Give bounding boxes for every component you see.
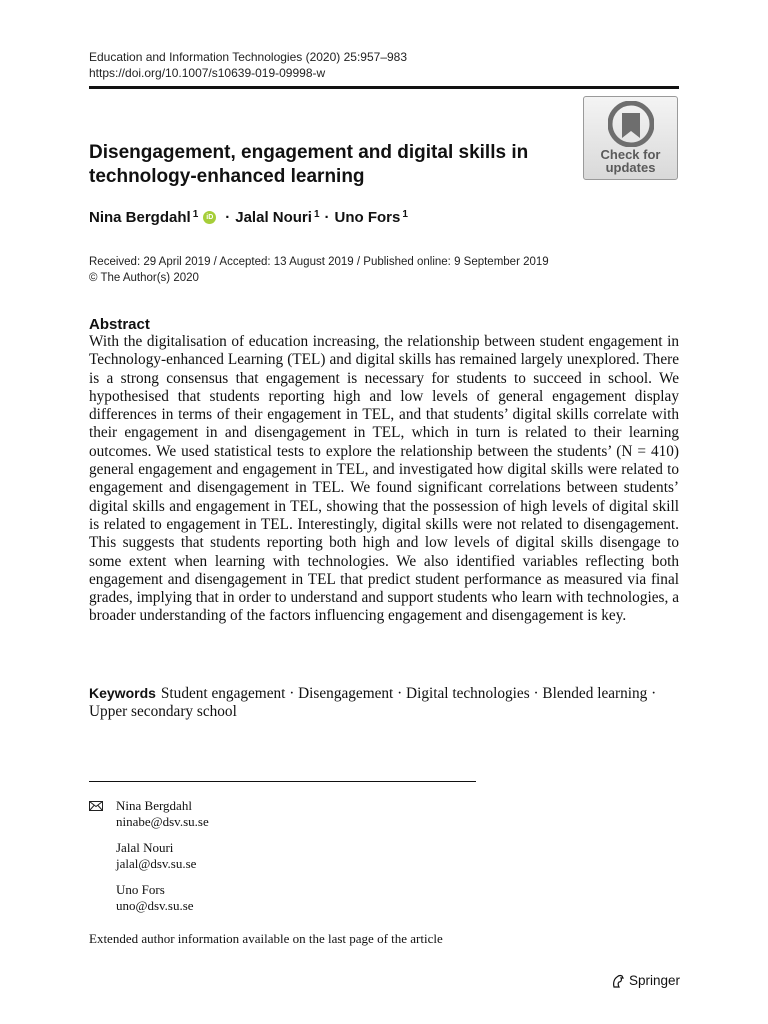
check-for-updates-badge[interactable] <box>583 96 678 180</box>
keywords-text: Student engagement · Disengagement · Digital technologies · Blended learning · Upper secondary school <box>89 685 657 721</box>
contact-list <box>89 798 209 924</box>
doi-link[interactable]: https://doi.org/10.1007/s10639-019-09998-w <box>89 66 326 80</box>
keywords-label: Keywords <box>89 685 156 701</box>
author-affiliation: 1 <box>313 209 320 220</box>
abstract-heading: Abstract <box>89 316 150 333</box>
contact-name: Uno Fors <box>116 882 165 897</box>
badge-line-2: updates <box>605 160 656 175</box>
contact-email[interactable]: ninabe@dsv.su.se <box>116 814 209 829</box>
contact-entry <box>89 840 209 872</box>
copyright-text: The Author(s) 2020 <box>100 272 199 284</box>
contact-entry <box>89 798 209 830</box>
author-separator: · <box>324 209 330 226</box>
contact-entry <box>89 882 209 914</box>
bookmark-circle-icon <box>608 101 654 147</box>
contact-email[interactable]: jalal@dsv.su.se <box>116 856 197 871</box>
copyright-icon: © <box>89 272 101 284</box>
publisher-name: Springer <box>629 973 681 988</box>
author-affiliation: 1 <box>402 209 408 220</box>
publisher-logo <box>611 973 680 988</box>
journal-header <box>89 49 407 81</box>
author-name: Jalal Nouri <box>235 209 312 226</box>
publication-dates <box>89 254 549 286</box>
keywords <box>89 684 679 722</box>
author-name: Nina Bergdahl <box>89 209 191 226</box>
contact-name: Jalal Nouri <box>116 840 174 855</box>
contact-name: Nina Bergdahl <box>116 798 192 813</box>
badge-line-1: Check for <box>600 147 661 162</box>
footnote-rule <box>89 781 476 782</box>
extended-author-note: Extended author information available on the last page of the article <box>89 931 443 946</box>
dates-line: Received: 29 April 2019 / Accepted: 13 August 2019 / Published online: 9 September 2019 <box>89 256 549 268</box>
abstract-text: With the digitalisation of education increasing, the relationship between student engagement in Technology-enhanced Learning (TEL) and digital skills has remained largely unexplored. There is a strong consensus that engagement is necessary for students to succeed in school. We hypothesised that students reporting high and low levels of general engagement display differences in terms of their engagement in TEL, and that students’ digital skills correlate with their engagement in and disengagement in TEL, which in turn is related to their learning outcomes. We used statistical tests to explore the relationship between the students’ (N = 410) general engagement and engagement in TEL, and investigated how digital skills were related to engagement and disengagement in TEL. We found significant correlations between students’ digital skills and engagement in TEL, showing that the possession of high levels of digital skill is related to engagement in TEL. Interestingly, digital skills were not related to disengagement. This suggests that students reporting both high and low levels of digital skills disengage to some extent when learning with technologies. We also identified variables reflecting both engagement and disengagement in TEL that predict student performance as measured via final grades, implying that in order to understand and support students who learn with technologies, a broader understanding of the factors influencing engagement and disengagement is key. <box>89 333 679 625</box>
author-list <box>89 209 408 226</box>
author-name: Uno Fors <box>334 209 401 226</box>
envelope-icon <box>89 801 103 811</box>
paper-title: Disengagement, engagement and digital skills in technology-enhanced learning <box>89 142 529 187</box>
header-rule <box>89 86 679 89</box>
contact-email[interactable]: uno@dsv.su.se <box>116 898 194 913</box>
springer-horse-icon <box>611 974 625 988</box>
author-affiliation: 1 <box>192 209 199 220</box>
journal-citation: Education and Information Technologies (2020) 25:957–983 <box>89 50 408 64</box>
copyright-line <box>89 270 549 286</box>
orcid-icon[interactable]: iD <box>203 211 216 224</box>
author-separator: · <box>225 209 231 226</box>
